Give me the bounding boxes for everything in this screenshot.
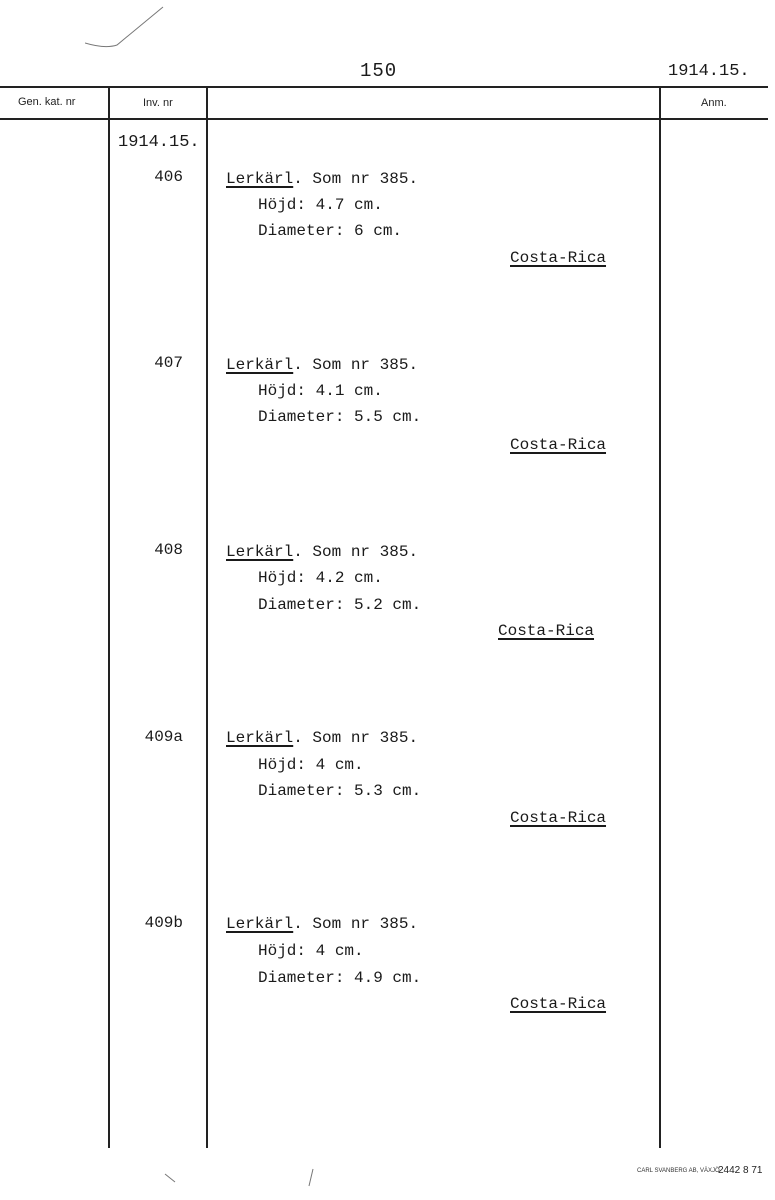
- entry-diameter: Diameter: 4.9 cm.: [258, 969, 422, 987]
- entry-origin: Costa-Rica: [510, 809, 607, 827]
- entry-height: Höjd: 4.1 cm.: [258, 382, 383, 400]
- entry-object-name: Lerkärl: [226, 170, 294, 188]
- entry-origin: Costa-Rica: [510, 436, 607, 454]
- entry-inv-nr: 406: [154, 168, 183, 186]
- entry-title: [226, 729, 418, 747]
- column-rule-1: [108, 86, 110, 1148]
- entry-reference: . Som nr 385.: [293, 729, 419, 747]
- entry-object-name: Lerkärl: [226, 356, 294, 374]
- year-entry: 1914.15.: [118, 133, 200, 152]
- entry-object-name: Lerkärl: [226, 915, 294, 933]
- entry-reference: . Som nr 385.: [293, 915, 419, 933]
- entry-title: [226, 915, 418, 933]
- entry-inv-nr: 408: [154, 541, 183, 559]
- entry-origin: Costa-Rica: [510, 249, 607, 267]
- entry-reference: . Som nr 385.: [293, 356, 419, 374]
- form-code: 2442 8 71: [718, 1165, 763, 1176]
- entry-diameter: Diameter: 6 cm.: [258, 222, 403, 240]
- entry-object-name: Lerkärl: [226, 543, 294, 561]
- accession-year-header: 1914.15.: [668, 62, 750, 81]
- entry-origin: Costa-Rica: [498, 622, 595, 640]
- column-heading-gen-kat-nr: Gen. kat. nr: [18, 96, 76, 108]
- entry-diameter: Diameter: 5.2 cm.: [258, 596, 422, 614]
- header-top-rule: [0, 86, 768, 88]
- page-number: 150: [360, 60, 398, 82]
- entry-object-name: Lerkärl: [226, 729, 294, 747]
- column-rule-2: [206, 86, 208, 1148]
- column-rule-3: [659, 86, 661, 1148]
- printer-mark: CARL SVANBERG AB, VÄXJÖ: [637, 1168, 720, 1174]
- pen-stroke-mark: [85, 5, 175, 55]
- entry-origin: Costa-Rica: [510, 995, 607, 1013]
- entry-diameter: Diameter: 5.5 cm.: [258, 408, 422, 426]
- entry-reference: . Som nr 385.: [293, 543, 419, 561]
- entry-height: Höjd: 4 cm.: [258, 756, 364, 774]
- entry-title: [226, 356, 418, 374]
- entry-title: [226, 170, 418, 188]
- column-heading-anm: Anm.: [701, 97, 727, 109]
- pen-stroke-mark: [305, 1168, 317, 1190]
- entry-reference: . Som nr 385.: [293, 170, 419, 188]
- entry-height: Höjd: 4.2 cm.: [258, 569, 383, 587]
- entry-inv-nr: 409a: [144, 728, 183, 746]
- entry-title: [226, 543, 418, 561]
- header-bottom-rule: [0, 118, 768, 120]
- pen-stroke-mark: [163, 1172, 183, 1192]
- entry-height: Höjd: 4 cm.: [258, 942, 364, 960]
- entry-height: Höjd: 4.7 cm.: [258, 196, 383, 214]
- column-heading-inv-nr: Inv. nr: [143, 97, 173, 109]
- entry-diameter: Diameter: 5.3 cm.: [258, 782, 422, 800]
- entry-inv-nr: 409b: [144, 914, 183, 932]
- entry-inv-nr: 407: [154, 354, 183, 372]
